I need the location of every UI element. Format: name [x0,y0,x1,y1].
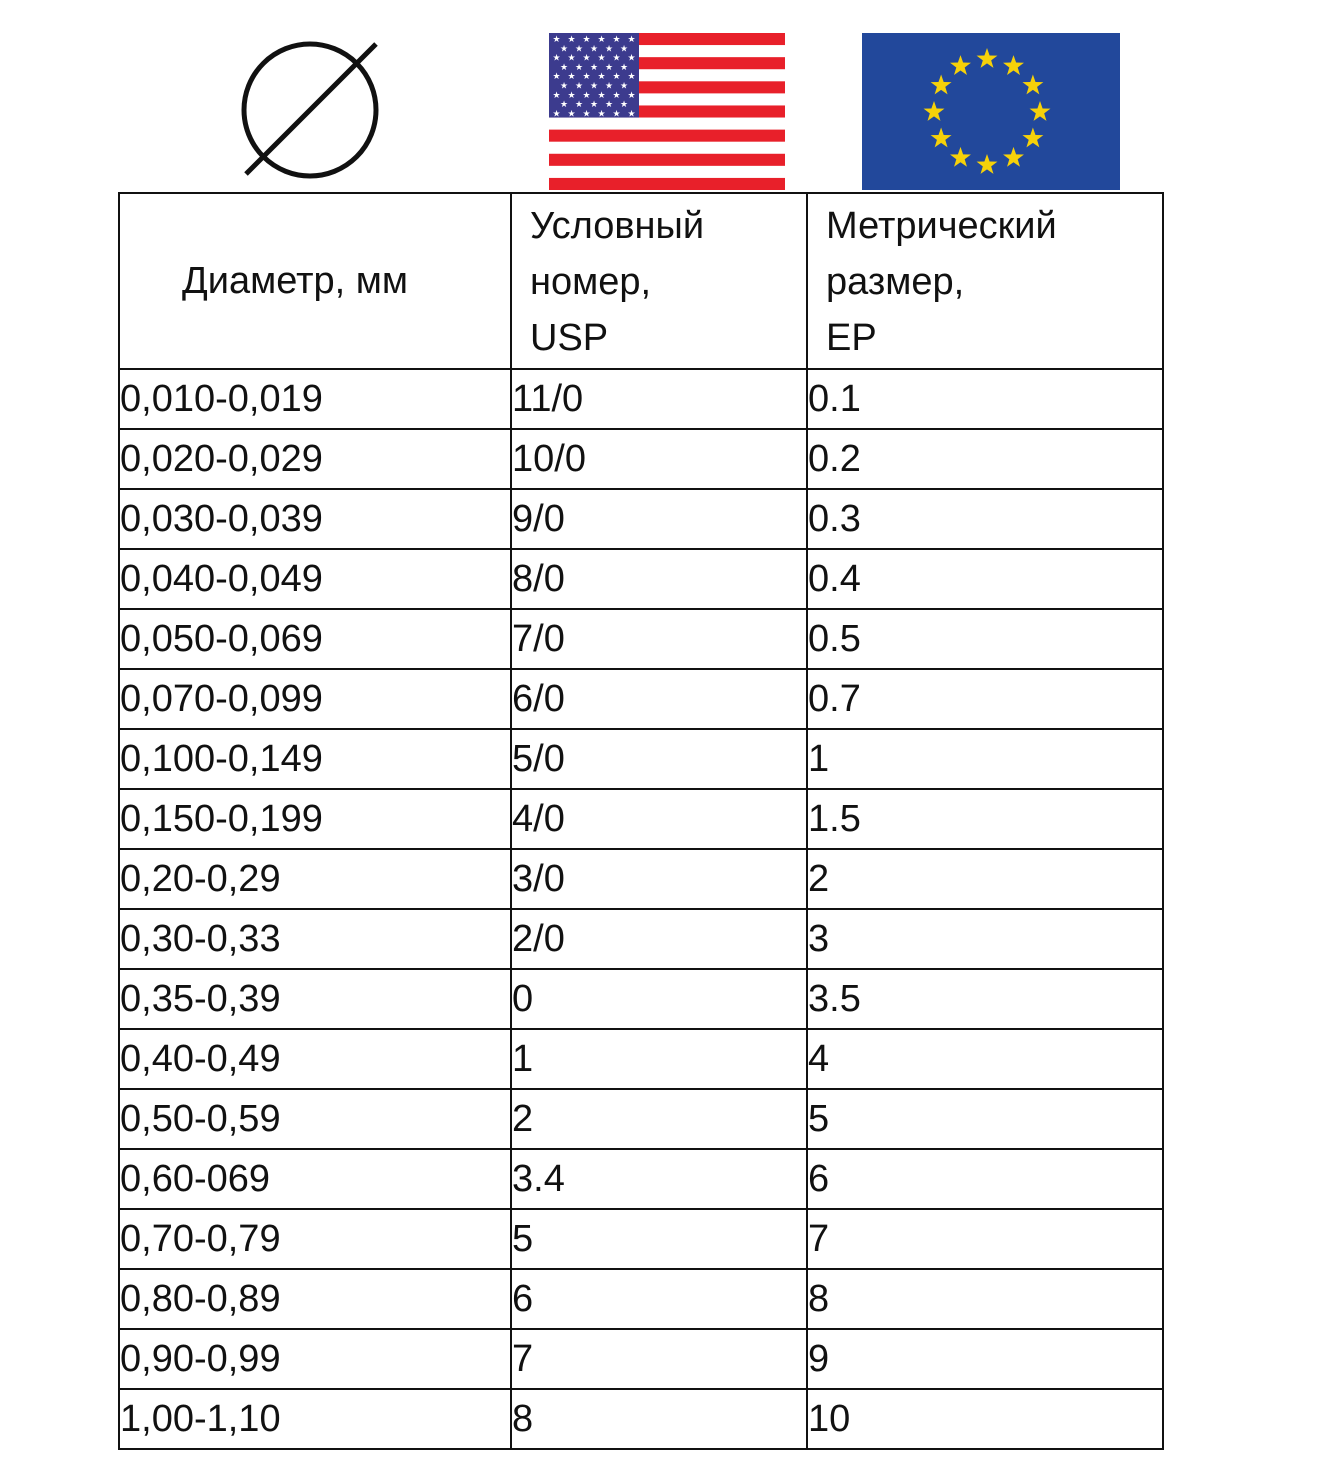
header-usp-line: Условный [530,205,705,247]
cell-ep: 6 [807,1149,1163,1209]
svg-text:★: ★ [597,90,606,101]
svg-text:★: ★ [552,109,561,120]
cell-usp: 9/0 [511,489,807,549]
cell-diameter: 0,020-0,029 [119,429,511,489]
table-row [119,1389,1163,1449]
table-row [119,849,1163,909]
header-ep-line: размер, [826,261,965,303]
svg-text:★: ★ [574,44,584,55]
table-body [119,369,1163,1449]
svg-text:★: ★ [619,62,629,73]
svg-text:★: ★ [597,35,606,45]
cell-ep: 3 [807,909,1163,969]
svg-text:★: ★ [604,62,614,73]
cell-usp: 7 [511,1329,807,1389]
cell-diameter: 0,70-0,79 [119,1209,511,1269]
svg-text:★: ★ [582,53,591,64]
cell-ep: 0.1 [807,369,1163,429]
cell-ep: 0.3 [807,489,1163,549]
svg-text:★: ★ [582,109,591,120]
cell-usp: 6 [511,1269,807,1329]
table-row [119,489,1163,549]
cell-diameter: 0,010-0,019 [119,369,511,429]
cell-usp: 3.4 [511,1149,807,1209]
svg-text:★: ★ [552,53,561,64]
cell-ep: 0.5 [807,609,1163,669]
table-row [119,969,1163,1029]
cell-diameter: 0,150-0,199 [119,789,511,849]
table-row [119,1329,1163,1389]
cell-usp: 4/0 [511,789,807,849]
svg-text:★: ★ [612,53,621,64]
cell-usp: 2/0 [511,909,807,969]
cell-usp: 8/0 [511,549,807,609]
svg-text:★: ★ [567,72,576,83]
svg-text:★: ★ [559,62,569,73]
cell-diameter: 0,60-069 [119,1149,511,1209]
cell-ep: 4 [807,1029,1163,1089]
cell-usp: 7/0 [511,609,807,669]
svg-text:★: ★ [574,81,584,92]
cell-diameter: 0,40-0,49 [119,1029,511,1089]
table-row [119,729,1163,789]
header-ep-line: EP [826,317,877,359]
table-row [119,789,1163,849]
cell-diameter: 0,100-0,149 [119,729,511,789]
svg-text:★: ★ [589,62,599,73]
table-row [119,1269,1163,1329]
svg-text:★: ★ [559,100,569,111]
svg-text:★: ★ [582,35,591,45]
svg-text:★: ★ [589,100,599,111]
table-row [119,549,1163,609]
table-row [119,1149,1163,1209]
cell-diameter: 0,50-0,59 [119,1089,511,1149]
cell-usp: 10/0 [511,429,807,489]
cell-ep: 7 [807,1209,1163,1269]
svg-text:★: ★ [559,81,569,92]
svg-text:★: ★ [552,35,561,45]
cell-ep: 2 [807,849,1163,909]
svg-text:★: ★ [627,90,636,101]
svg-text:★: ★ [619,100,629,111]
cell-diameter: 0,80-0,89 [119,1269,511,1329]
cell-usp: 1 [511,1029,807,1089]
svg-text:★: ★ [627,53,636,64]
svg-text:★: ★ [552,90,561,101]
cell-diameter: 0,20-0,29 [119,849,511,909]
header-diameter: Диаметр, мм [119,193,511,369]
cell-ep: 0.2 [807,429,1163,489]
svg-text:★: ★ [627,35,636,45]
cell-diameter: 0,030-0,039 [119,489,511,549]
cell-usp: 8 [511,1389,807,1449]
svg-text:★: ★ [612,109,621,120]
header-usp-line: номер, [530,261,652,303]
svg-text:★: ★ [597,109,606,120]
usa-flag-icon [549,33,785,190]
cell-usp: 5/0 [511,729,807,789]
svg-text:★: ★ [604,81,614,92]
svg-text:★: ★ [589,81,599,92]
cell-usp: 2 [511,1089,807,1149]
cell-ep: 5 [807,1089,1163,1149]
svg-text:★: ★ [627,109,636,120]
header-usp-line: USP [530,317,609,359]
cell-diameter: 0,90-0,99 [119,1329,511,1389]
cell-usp: 6/0 [511,669,807,729]
table-row [119,1029,1163,1089]
header-usp [511,193,807,369]
suture-size-table [118,192,1164,1450]
svg-text:★: ★ [604,100,614,111]
cell-ep: 9 [807,1329,1163,1389]
cell-diameter: 0,30-0,33 [119,909,511,969]
table-row [119,429,1163,489]
svg-text:★: ★ [612,72,621,83]
header-ep [807,193,1163,369]
svg-text:★: ★ [619,81,629,92]
cell-diameter: 0,040-0,049 [119,549,511,609]
cell-ep: 0.7 [807,669,1163,729]
svg-text:★: ★ [582,90,591,101]
cell-diameter: 0,35-0,39 [119,969,511,1029]
table-row [119,369,1163,429]
table-row [119,669,1163,729]
cell-usp: 11/0 [511,369,807,429]
cell-ep: 1.5 [807,789,1163,849]
svg-text:★: ★ [574,100,584,111]
svg-text:★: ★ [567,90,576,101]
svg-text:★: ★ [567,53,576,64]
svg-text:★: ★ [627,72,636,83]
cell-ep: 1 [807,729,1163,789]
svg-text:★: ★ [589,44,599,55]
cell-ep: 10 [807,1389,1163,1449]
cell-diameter: 1,00-1,10 [119,1389,511,1449]
cell-usp: 3/0 [511,849,807,909]
table-row [119,1089,1163,1149]
svg-text:★: ★ [552,72,561,83]
svg-text:★: ★ [574,62,584,73]
table-header-row [119,193,1163,369]
svg-text:★: ★ [604,44,614,55]
cell-ep: 0.4 [807,549,1163,609]
svg-text:★: ★ [612,90,621,101]
cell-diameter: 0,050-0,069 [119,609,511,669]
svg-text:★: ★ [597,72,606,83]
cell-usp: 0 [511,969,807,1029]
svg-text:★: ★ [619,44,629,55]
svg-text:★: ★ [567,35,576,45]
svg-text:★: ★ [582,72,591,83]
svg-text:★: ★ [597,53,606,64]
table-row [119,909,1163,969]
cell-usp: 5 [511,1209,807,1269]
svg-text:★: ★ [567,109,576,120]
table-row [119,609,1163,669]
table-row [119,1209,1163,1269]
svg-text:★: ★ [559,44,569,55]
cell-ep: 3.5 [807,969,1163,1029]
icon-row [0,0,1326,195]
eu-flag-icon [862,33,1120,190]
cell-diameter: 0,070-0,099 [119,669,511,729]
svg-text:★: ★ [612,35,621,45]
header-ep-line: Метрический [826,205,1057,247]
cell-ep: 8 [807,1269,1163,1329]
diameter-symbol-icon [236,38,386,183]
